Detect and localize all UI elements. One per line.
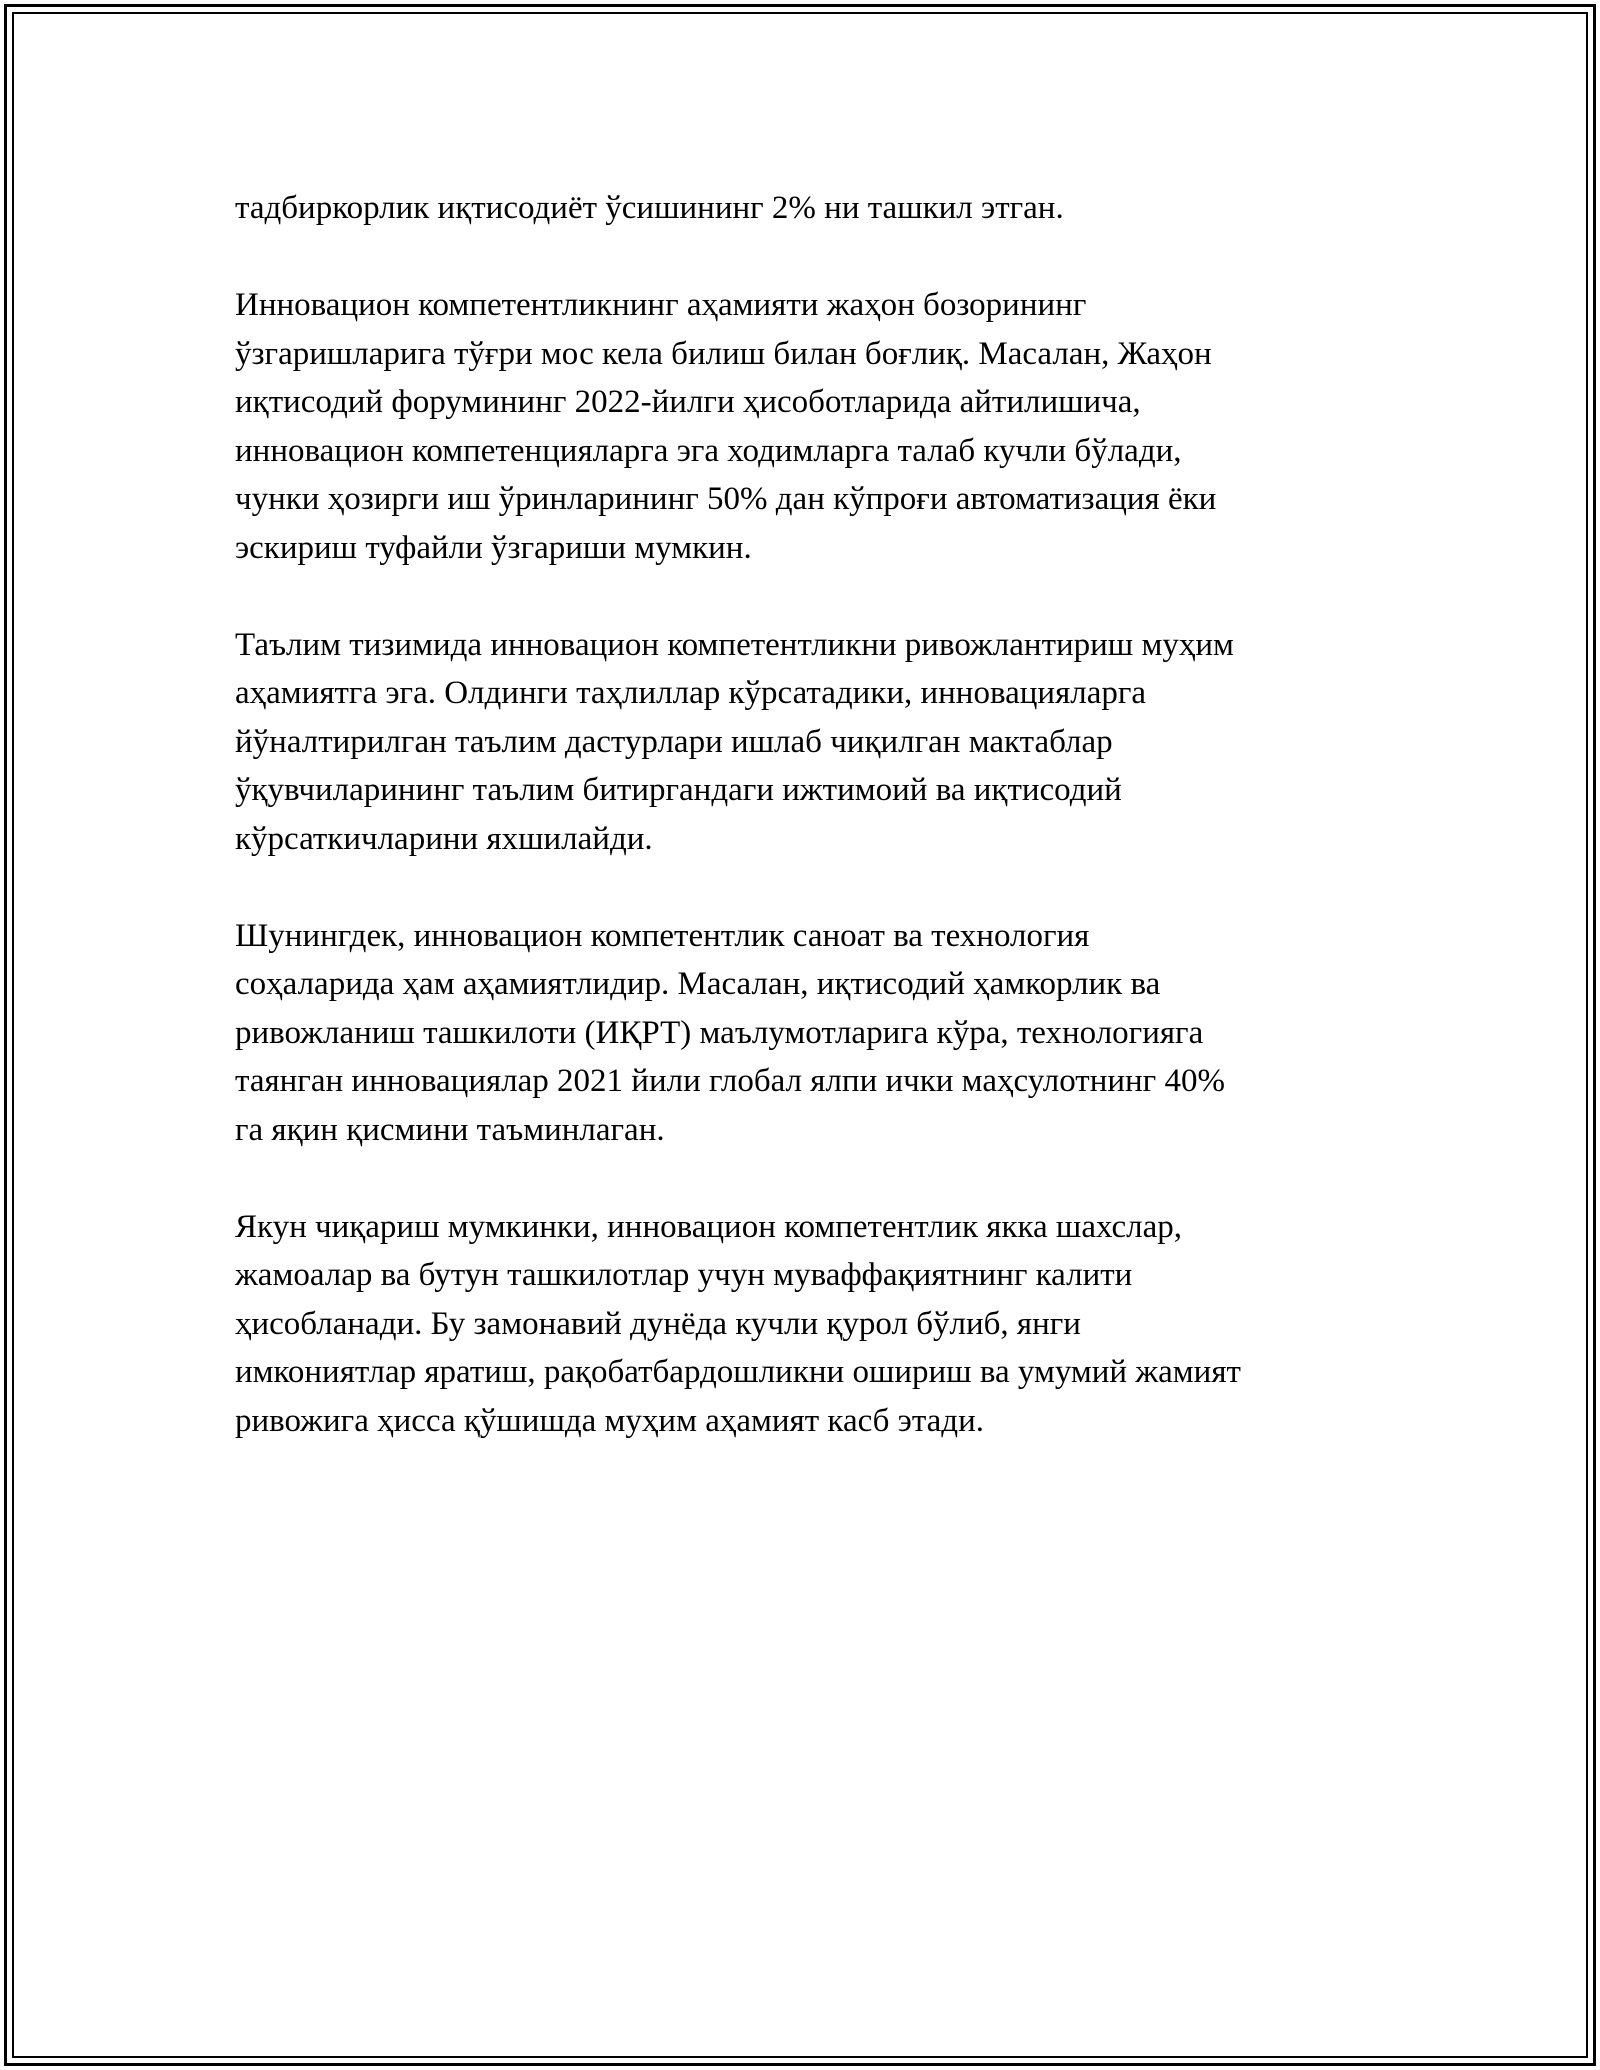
paragraph-4: Шунингдек, инновацион компетентлик саноат ва технология соҳаларида ҳам аҳамиятлидир. Масалан, иқтисодий ҳамкорлик ва ривожланиш ташкилоти (ИҚРТ) маълумотларига кўра, технологияга таянган инновациялар 2021 йили глобал ялпи ички маҳсулотнинг 40% га яқин қисмини таъминлаган. [235,917,1225,1148]
paragraph-2: Инновацион компетентликнинг аҳамияти жаҳон бозорининг ўзгаришларига тўғри мос кела билиш билан боғлиқ. Масалан, Жаҳон иқтисодий форумининг 2022-йилги ҳисоботларида айтилишича, инновацион компетенцияларга эга ходимларга талаб кучли бўлади, чунки ҳозирги иш ўринларининг 50% дан кўпроғи автоматизация ёки эскириш туфайли ўзгариши мумкин. [235,287,1217,566]
document-body [235,184,1385,1494]
paragraph-3: Таълим тизимида инновацион компетентликни ривожлантириш муҳим аҳамиятга эга. Олдинги таҳлиллар кўрсатадики, инновацияларга йўналтирилган таълим дастурлари ишлаб чиқилган мактаблар ўқувчиларининг таълим битиргандаги ижтимоий ва иқтисодий кўрсаткичларини яхшилайди. [235,626,1234,857]
paragraph-1: тадбиркорлик иқтисодиёт ўсишининг 2% ни ташкил этган. [235,190,1064,226]
paragraph-5: Якун чиқариш мумкинки, инновацион компетентлик якка шахслар, жамоалар ва бутун ташкилотлар учун муваффақиятнинг калити ҳисобланади. Бу замонавий дунёда кучли қурол бўлиб, янги имкониятлар яратиш, рақобатбардошликни ошириш ва умумий жамият ривожига ҳисса қўшишда муҳим аҳамият касб этади. [235,1208,1241,1439]
